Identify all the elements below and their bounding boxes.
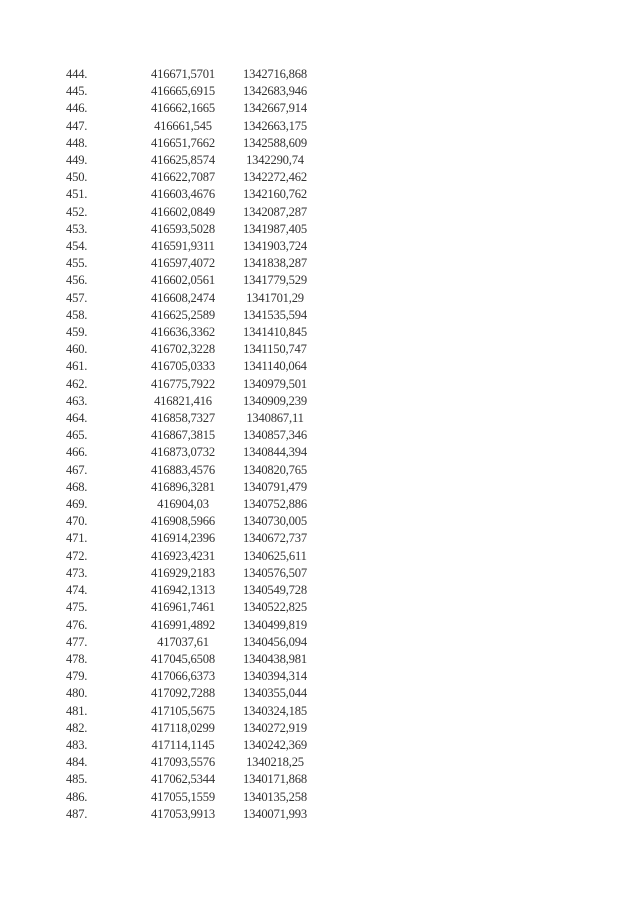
point-number: 446. <box>66 101 88 116</box>
point-number: 453. <box>66 221 88 236</box>
x-coordinate: 416591,9311 <box>151 239 215 254</box>
point-number: 479. <box>66 669 88 684</box>
x-coordinate: 416625,8574 <box>151 153 215 168</box>
x-coordinate: 416923,4231 <box>151 548 215 563</box>
point-number: 460. <box>66 342 88 357</box>
table-row <box>66 152 320 169</box>
point-number: 451. <box>66 187 88 202</box>
table-row <box>66 83 320 100</box>
point-number: 458. <box>66 307 88 322</box>
x-coordinate: 416651,7662 <box>151 135 215 150</box>
x-coordinate: 416896,3281 <box>151 479 215 494</box>
table-row <box>66 358 320 375</box>
x-coordinate: 417114,1145 <box>151 737 215 752</box>
table-row <box>66 186 320 203</box>
point-number: 456. <box>66 273 88 288</box>
point-number: 475. <box>66 600 88 615</box>
point-number: 444. <box>66 67 88 81</box>
x-coordinate: 417055,1559 <box>151 789 215 804</box>
x-coordinate: 416665,6915 <box>151 84 215 99</box>
table-row <box>66 789 320 806</box>
y-coordinate: 1341987,405 <box>243 221 307 236</box>
y-coordinate: 1340135,258 <box>243 789 307 804</box>
point-number: 454. <box>66 239 88 254</box>
y-coordinate: 1340456,094 <box>243 634 307 649</box>
y-coordinate: 1341779,529 <box>243 273 307 288</box>
point-number: 481. <box>66 703 88 718</box>
table-row <box>66 324 320 341</box>
table-row <box>66 290 320 307</box>
y-coordinate: 1340791,479 <box>243 479 307 494</box>
point-number: 472. <box>66 548 88 563</box>
x-coordinate: 416904,03 <box>157 497 209 512</box>
table-row <box>66 307 320 324</box>
x-coordinate: 417092,7288 <box>151 686 215 701</box>
y-coordinate: 1340752,886 <box>243 497 307 512</box>
table-row <box>66 754 320 771</box>
table-row <box>66 66 320 83</box>
y-coordinate: 1342087,287 <box>243 204 307 219</box>
table-row <box>66 479 320 496</box>
y-coordinate: 1341140,064 <box>243 359 307 374</box>
point-number: 485. <box>66 772 88 787</box>
y-coordinate: 1340171,868 <box>243 772 307 787</box>
table-row <box>66 806 320 823</box>
x-coordinate: 416662,1665 <box>151 101 215 116</box>
x-coordinate: 417118,0299 <box>151 720 215 735</box>
y-coordinate: 1340272,919 <box>243 720 307 735</box>
table-row <box>66 703 320 720</box>
y-coordinate: 1340499,819 <box>243 617 307 632</box>
y-coordinate: 1340909,239 <box>243 393 307 408</box>
x-coordinate: 416622,7087 <box>151 170 215 185</box>
x-coordinate: 417037,61 <box>157 634 209 649</box>
table-row <box>66 169 320 186</box>
table-row <box>66 376 320 393</box>
x-coordinate: 416636,3362 <box>151 325 215 340</box>
point-number: 455. <box>66 256 88 271</box>
y-coordinate: 1340625,611 <box>243 548 307 563</box>
y-coordinate: 1341535,594 <box>243 307 307 322</box>
point-number: 471. <box>66 531 88 546</box>
x-coordinate: 416671,5701 <box>151 67 215 81</box>
y-coordinate: 1340979,501 <box>243 376 307 391</box>
x-coordinate: 416603,4676 <box>151 187 215 202</box>
point-number: 480. <box>66 686 88 701</box>
point-number: 473. <box>66 565 88 580</box>
table-row <box>66 530 320 547</box>
table-row <box>66 204 320 221</box>
table-row <box>66 737 320 754</box>
table-row <box>66 496 320 513</box>
y-coordinate: 1340218,25 <box>246 755 304 770</box>
x-coordinate: 417093,5576 <box>151 755 215 770</box>
y-coordinate: 1341903,724 <box>243 239 307 254</box>
point-number: 487. <box>66 806 88 821</box>
x-coordinate: 416858,7327 <box>151 411 215 426</box>
table-row <box>66 135 320 152</box>
table-row <box>66 427 320 444</box>
table-row <box>66 341 320 358</box>
table-row <box>66 685 320 702</box>
y-coordinate: 1342272,462 <box>243 170 307 185</box>
coordinate-table <box>66 66 320 823</box>
x-coordinate: 416883,4576 <box>151 462 215 477</box>
table-row <box>66 513 320 530</box>
x-coordinate: 416914,2396 <box>151 531 215 546</box>
x-coordinate: 416661,545 <box>154 118 212 133</box>
y-coordinate: 1340730,005 <box>243 514 307 529</box>
x-coordinate: 416929,2183 <box>151 565 215 580</box>
table-row <box>66 565 320 582</box>
point-number: 452. <box>66 204 88 219</box>
x-coordinate: 417062,5344 <box>151 772 215 787</box>
x-coordinate: 416702,3228 <box>151 342 215 357</box>
table-row <box>66 720 320 737</box>
y-coordinate: 1342716,868 <box>243 67 307 81</box>
y-coordinate: 1341150,747 <box>243 342 307 357</box>
point-number: 459. <box>66 325 88 340</box>
point-number: 482. <box>66 720 88 735</box>
point-number: 465. <box>66 428 88 443</box>
point-number: 468. <box>66 479 88 494</box>
point-number: 477. <box>66 634 88 649</box>
point-number: 484. <box>66 755 88 770</box>
point-number: 461. <box>66 359 88 374</box>
coordinate-table-body <box>66 66 320 823</box>
point-number: 478. <box>66 651 88 666</box>
y-coordinate: 1340820,765 <box>243 462 307 477</box>
y-coordinate: 1342160,762 <box>243 187 307 202</box>
x-coordinate: 416908,5966 <box>151 514 215 529</box>
point-number: 466. <box>66 445 88 460</box>
x-coordinate: 416821,416 <box>154 393 212 408</box>
x-coordinate: 416597,4072 <box>151 256 215 271</box>
table-row <box>66 444 320 461</box>
x-coordinate: 416625,2589 <box>151 307 215 322</box>
x-coordinate: 416602,0561 <box>151 273 215 288</box>
y-coordinate: 1341838,287 <box>243 256 307 271</box>
point-number: 469. <box>66 497 88 512</box>
y-coordinate: 1340324,185 <box>243 703 307 718</box>
y-coordinate: 1342663,175 <box>243 118 307 133</box>
table-row <box>66 634 320 651</box>
x-coordinate: 416705,0333 <box>151 359 215 374</box>
point-number: 462. <box>66 376 88 391</box>
x-coordinate: 417066,6373 <box>151 669 215 684</box>
point-number: 448. <box>66 135 88 150</box>
x-coordinate: 417105,5675 <box>151 703 215 718</box>
point-number: 470. <box>66 514 88 529</box>
y-coordinate: 1340522,825 <box>243 600 307 615</box>
point-number: 474. <box>66 583 88 598</box>
y-coordinate: 1340355,044 <box>243 686 307 701</box>
y-coordinate: 1340844,394 <box>243 445 307 460</box>
y-coordinate: 1342588,609 <box>243 135 307 150</box>
table-row <box>66 221 320 238</box>
table-row <box>66 272 320 289</box>
y-coordinate: 1342683,946 <box>243 84 307 99</box>
table-row <box>66 118 320 135</box>
y-coordinate: 1340576,507 <box>243 565 307 580</box>
x-coordinate: 416602,0849 <box>151 204 215 219</box>
point-number: 464. <box>66 411 88 426</box>
y-coordinate: 1340867,11 <box>246 411 304 426</box>
table-row <box>66 599 320 616</box>
point-number: 457. <box>66 290 88 305</box>
table-row <box>66 651 320 668</box>
table-row <box>66 393 320 410</box>
table-row <box>66 548 320 565</box>
point-number: 467. <box>66 462 88 477</box>
table-row <box>66 617 320 634</box>
y-coordinate: 1340857,346 <box>243 428 307 443</box>
x-coordinate: 416775,7922 <box>151 376 215 391</box>
y-coordinate: 1342290,74 <box>246 153 304 168</box>
y-coordinate: 1340438,981 <box>243 651 307 666</box>
point-number: 476. <box>66 617 88 632</box>
x-coordinate: 416961,7461 <box>151 600 215 615</box>
table-row <box>66 255 320 272</box>
y-coordinate: 1340549,728 <box>243 583 307 598</box>
point-number: 449. <box>66 153 88 168</box>
table-row <box>66 410 320 427</box>
x-coordinate: 416991,4892 <box>151 617 215 632</box>
table-row <box>66 668 320 685</box>
point-number: 450. <box>66 170 88 185</box>
y-coordinate: 1341410,845 <box>243 325 307 340</box>
table-row <box>66 582 320 599</box>
table-row <box>66 771 320 788</box>
x-coordinate: 416867,3815 <box>151 428 215 443</box>
y-coordinate: 1340242,369 <box>243 737 307 752</box>
point-number: 445. <box>66 84 88 99</box>
y-coordinate: 1342667,914 <box>243 101 307 116</box>
point-number: 463. <box>66 393 88 408</box>
x-coordinate: 416593,5028 <box>151 221 215 236</box>
point-number: 483. <box>66 737 88 752</box>
point-number: 486. <box>66 789 88 804</box>
y-coordinate: 1340394,314 <box>243 669 307 684</box>
table-row <box>66 462 320 479</box>
table-row <box>66 238 320 255</box>
y-coordinate: 1340672,737 <box>243 531 307 546</box>
x-coordinate: 416942,1313 <box>151 583 215 598</box>
x-coordinate: 416873,0732 <box>151 445 215 460</box>
x-coordinate: 417045,6508 <box>151 651 215 666</box>
x-coordinate: 416608,2474 <box>151 290 215 305</box>
y-coordinate: 1340071,993 <box>243 806 307 821</box>
y-coordinate: 1341701,29 <box>246 290 304 305</box>
point-number: 447. <box>66 118 88 133</box>
x-coordinate: 417053,9913 <box>151 806 215 821</box>
table-row <box>66 100 320 117</box>
